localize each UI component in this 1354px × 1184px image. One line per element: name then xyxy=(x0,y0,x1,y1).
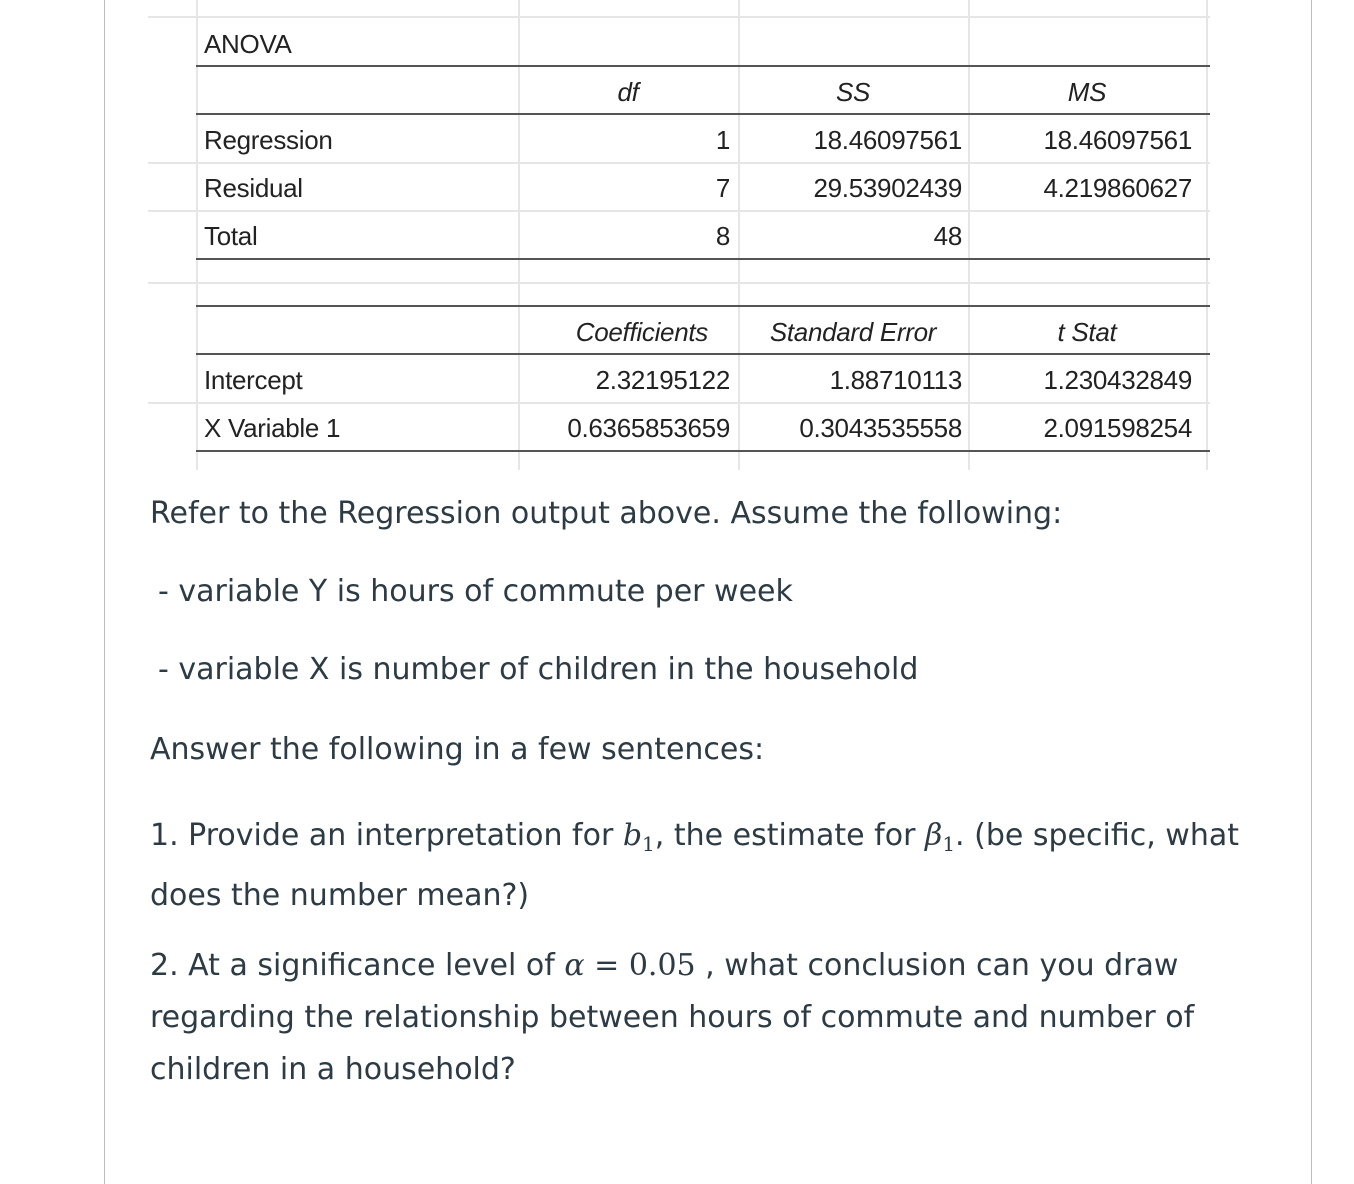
anova-header-ss: SS xyxy=(835,77,871,107)
q1-text-middle: , the estimate for xyxy=(654,818,925,853)
instruction-paragraph: Answer the following in a few sentences: xyxy=(150,732,765,767)
assumption-x: - variable X is number of children in the household xyxy=(158,652,919,687)
coef-value: 0.6365853659 xyxy=(567,413,730,443)
anova-header-ms: MS xyxy=(1067,77,1107,107)
q2-text-end: , what conclusion can you draw regarding the relationship between hours of commute and number of children in a household? xyxy=(150,948,1195,1087)
t-value: 2.091598254 xyxy=(1043,413,1192,443)
df-value: 8 xyxy=(715,221,730,251)
ss-value: 18.46097561 xyxy=(813,125,962,155)
intro-paragraph: Refer to the Regression output above. Assume the following: xyxy=(150,496,1063,531)
coef-header-t-stat: t Stat xyxy=(1057,317,1117,347)
anova-header-df: df xyxy=(617,77,639,107)
question-2 xyxy=(150,940,1220,1096)
b1-symbol: $b_1$ xyxy=(622,818,655,856)
df-value: 1 xyxy=(715,125,730,155)
df-value: 7 xyxy=(715,173,730,203)
q1-text-start: 1. Provide an interpretation for xyxy=(150,818,623,853)
regression-output-image xyxy=(148,0,1210,470)
ms-value xyxy=(968,212,1192,260)
se-value: 1.88710113 xyxy=(829,365,962,395)
coef-header-coefficients: Coefficients xyxy=(575,317,708,347)
alpha-symbol: α xyxy=(564,948,585,983)
ms-value: 4.219860627 xyxy=(1043,173,1192,203)
row-label: X Variable 1 xyxy=(204,413,341,443)
question-1 xyxy=(150,810,1280,922)
se-value: 0.3043535558 xyxy=(799,413,962,443)
anova-title: ANOVA xyxy=(204,29,292,59)
row-label: Intercept xyxy=(204,365,303,395)
t-value: 1.230432849 xyxy=(1043,365,1192,395)
q1-text-end: . (be specific, what does the number mean?) xyxy=(150,818,1239,913)
coef-value: 2.32195122 xyxy=(595,365,730,395)
q2-text-start: 2. At a significance level of xyxy=(150,948,565,983)
ms-value: 18.46097561 xyxy=(1043,125,1192,155)
beta1-symbol: $\beta_1$ xyxy=(924,818,956,856)
equals-sign: = xyxy=(584,948,629,983)
row-label: Total xyxy=(204,221,258,251)
coef-header-standard-error: Standard Error xyxy=(769,317,937,347)
row-label: Regression xyxy=(204,125,333,155)
alpha-value: 0.05 xyxy=(628,948,696,983)
ss-value: 48 xyxy=(933,221,962,251)
assumption-y: - variable Y is hours of commute per week xyxy=(158,574,793,609)
ss-value: 29.53902439 xyxy=(813,173,962,203)
row-label: Residual xyxy=(204,173,303,203)
